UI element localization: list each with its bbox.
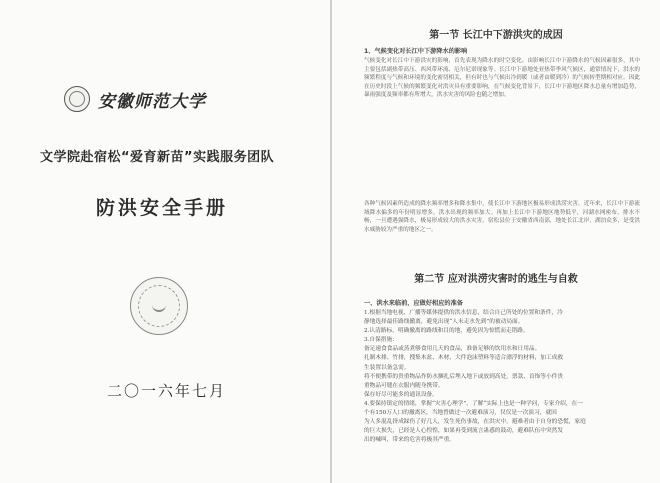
- section2-list: [364, 309, 644, 479]
- handbook-title: 防洪安全手册: [96, 197, 229, 219]
- section2-title: 第二节 应对洪涝灾害时的逃生与自救: [414, 274, 578, 285]
- section2-subheading: 一、洪水来临前，应做好相应的准备: [364, 300, 463, 307]
- university-name: 安徽师范大学: [98, 91, 206, 112]
- list-item: 4.要保持镇定的情绪，掌握“灾害心理学”，了解“实际上也是一种学问，专家介绍，在一: [364, 400, 583, 407]
- list-item: 静地选择最佳路线撤离，避免出现“人未走水先到”的被动局面。: [364, 319, 524, 326]
- section1-paragraph: 气候变化对长江中下游洪灾的影响，首先表现为降水的时空变化。由影响长江中下游降水的气候因素很多，其中主要包括副热带高压、西风带环流、厄尔尼诺现象等。长江中下游地处亚热带季风气候区，通常情况下，洪水的频繁程度与气候和环境的变化密切相关，但有时也与气候出冷到暖（或者由暖到冷）的气候转型期相对应。因此在历史时段上气候的频繁变化对洪灾具有重要影响，在气候变化背景下，长江中下游地区降水总量有增加趋势，暴雨强度及频率都有所增大，洪水灾害的风险也随之增加。: [364, 58, 640, 99]
- team-emblem-icon: [130, 277, 188, 335]
- section1-paragraph: 各种气候因素所造成的降水频率增多和降水集中，使长江中下游地区极易形成洪涝灾害，近年来，长江中下游流域降水偏多的年份明显增多，洪水出现的频率加大。再加上长江中下游地区地势低平，河湖水网密布，排水不畅，一旦遭遇强降水，极易形成较大的洪水灾害，宿松县位于安徽省西南部，地处长江北岸，湖泊众多，是受洪水威胁较为严重的地区之一。: [364, 201, 640, 233]
- list-item: 将不便携带的贵重物品作防水捆扎后埋入地下或放到高处，票款、首饰等小件贵: [364, 373, 564, 380]
- list-item: 保存好尽可能多的通讯设备。: [364, 391, 438, 398]
- content-page: [332, 0, 660, 483]
- list-item: 为人多混乱挤成踩伤了好几人，发生死伤事故，在洪灾中，避难者由于自身的恐慌，家庭: [364, 419, 586, 426]
- list-item: 生装置以备急需。: [364, 364, 410, 371]
- publication-date: 二〇一六年七月: [107, 382, 227, 400]
- list-item: 备足速食食品或蒸煮够食用几天的食品，准备足够的饮用水和日用品。: [364, 346, 541, 353]
- list-item: 出的喊叫，带来的危害将极其严重。: [364, 437, 455, 444]
- list-item: 3.自保措施：: [364, 337, 398, 344]
- section1-title: 第一节 长江中下游洪灾的成因: [429, 30, 563, 41]
- list-item: 个有150万人口的撤离区，当地曾做过一次避难演习，仅仅是一次演习，就因: [364, 410, 557, 417]
- team-name: 文学院赴宿松“爱育新苗”实践服务团队: [40, 150, 275, 165]
- list-item: 重物品可缝在衣服内随身携带。: [364, 382, 444, 389]
- list-item: 1.根据当地电视、广播等媒体提供的洪水信息，结合自己所处的位置和条件，冷: [364, 310, 563, 316]
- section1-subheading: 1、气候变化对长江中下游降水的影响: [364, 48, 468, 55]
- university-header: [64, 86, 206, 112]
- university-seal-icon: [64, 86, 90, 112]
- list-item: 扎制木排、竹排，搜集木盆、木材、大件泡沫塑料等适合漂浮的材料，加工成救: [364, 355, 564, 362]
- list-item: 2.认清路标，明确撤离的路线和目的地，避免因为惊慌而走错路。: [364, 328, 529, 335]
- list-item: 的巨大损失，已经是人心惶惶，如果再受到流言蛊惑的鼓动，避难队伍中突然发: [364, 428, 564, 435]
